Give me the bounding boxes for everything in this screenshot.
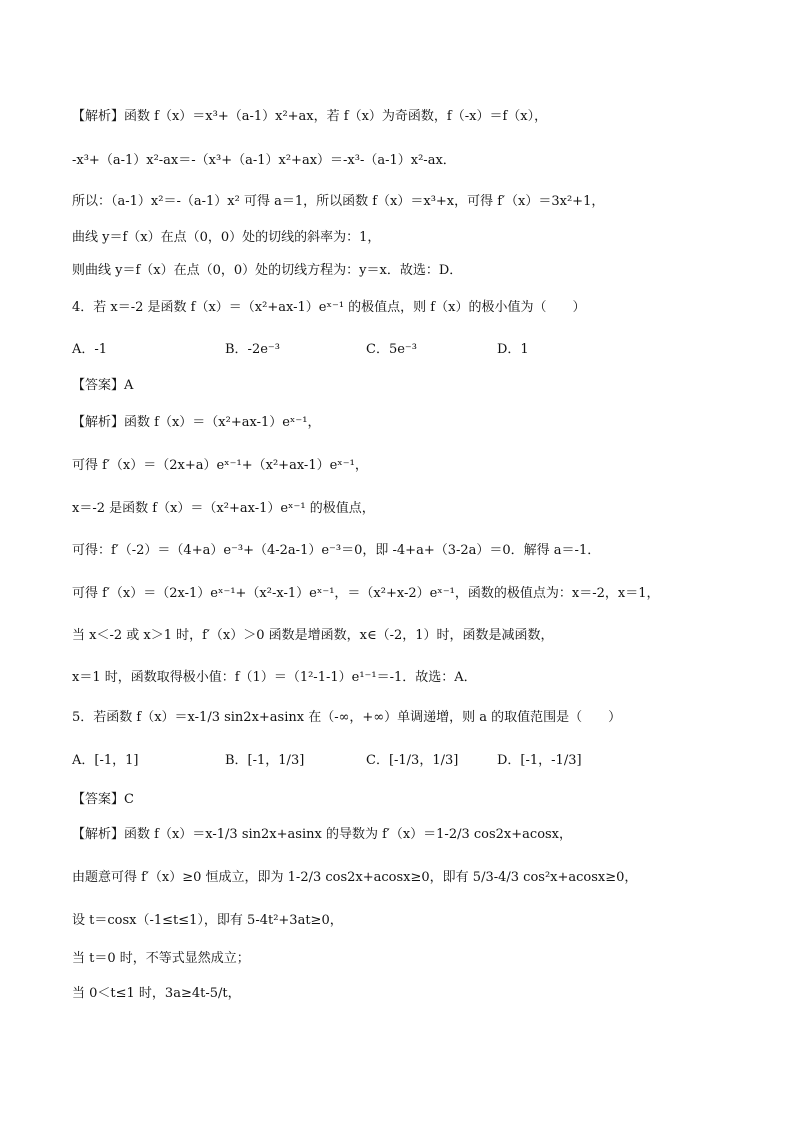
- option-a: A．-1: [72, 342, 108, 357]
- text-line: x＝1 时，函数取得极小值：f（1）＝（1²-1-1）e¹⁻¹＝-1．故选：A．: [72, 670, 477, 685]
- option-d: D．1: [497, 342, 529, 357]
- text-line: 由题意可得 f′（x）≥0 恒成立，即为 1-2/3 cos2x+acosx≥0，即有 5/3-4/3 cos²x+acosx≥0，: [72, 870, 638, 885]
- option-b: B．-2e⁻³: [225, 342, 280, 357]
- option-b: B．[-1，1/3]: [225, 753, 305, 768]
- text-line: 可得 f′（x）＝（2x-1）eˣ⁻¹+（x²-x-1）eˣ⁻¹，＝（x²+x-2）eˣ⁻¹，函数的极值点为：x＝-2，x＝1，: [72, 586, 660, 601]
- text-line: 所以：（a-1）x²＝-（a-1）x² 可得 a＝1，所以函数 f（x）＝x³+x，可得 f′（x）＝3x²+1，: [72, 194, 605, 209]
- text-line: 【解析】函数 f（x）＝x³+（a-1）x²+ax，若 f（x）为奇函数，f（-x）＝f（x），: [72, 109, 548, 124]
- text-line: 当 0＜t≤1 时，3a≥4t-5/t，: [72, 986, 241, 1001]
- answer-label: 【答案】A: [72, 378, 134, 393]
- answer-label: 【答案】C: [72, 792, 134, 807]
- option-c: C．[-1/3，1/3]: [366, 753, 459, 768]
- text-line: 可得：f′（-2）＝（4+a）e⁻³+（4-2a-1）e⁻³＝0，即 -4+a+（3-2a）＝0．解得 a＝-1．: [72, 543, 601, 558]
- text-line: x＝-2 是函数 f（x）＝（x²+ax-1）eˣ⁻¹ 的极值点，: [72, 501, 375, 516]
- text-line: 当 x＜-2 或 x＞1 时，f′（x）＞0 函数是增函数，x∈（-2，1）时，函数是减函数，: [72, 628, 554, 643]
- option-a: A．[-1，1]: [72, 753, 139, 768]
- text-line: 【解析】函数 f（x）＝x-1/3 sin2x+asinx 的导数为 f′（x）＝1-2/3 cos2x+acosx，: [72, 827, 573, 842]
- text-line: -x³+（a-1）x²-ax＝-（x³+（a-1）x²+ax）＝-x³-（a-1）x²-ax．: [72, 153, 456, 168]
- text-line: 当 t＝0 时，不等式显然成立；: [72, 951, 250, 966]
- text-line: 可得 f′（x）＝（2x+a）eˣ⁻¹+（x²+ax-1）eˣ⁻¹，: [72, 458, 368, 473]
- option-c: C．5e⁻³: [366, 342, 417, 357]
- text-line: 曲线 y＝f（x）在点（0，0）处的切线的斜率为：1，: [72, 230, 381, 245]
- option-d: D．[-1，-1/3]: [497, 753, 582, 768]
- text-line: 设 t＝cosx（-1≤t≤1），即有 5-4t²+3at≥0，: [72, 913, 343, 928]
- question-4: 4．若 x＝-2 是函数 f（x）＝（x²+ax-1）eˣ⁻¹ 的极值点，则 f（x）的极小值为（ ）: [72, 300, 586, 315]
- question-5: 5．若函数 f（x）＝x-1/3 sin2x+asinx 在（-∞，+∞）单调递增，则 a 的取值范围是（ ）: [72, 710, 622, 725]
- text-line: 则曲线 y＝f（x）在点（0，0）处的切线方程为：y＝x．故选：D．: [72, 263, 463, 278]
- text-line: 【解析】函数 f（x）＝（x²+ax-1）eˣ⁻¹，: [72, 415, 321, 430]
